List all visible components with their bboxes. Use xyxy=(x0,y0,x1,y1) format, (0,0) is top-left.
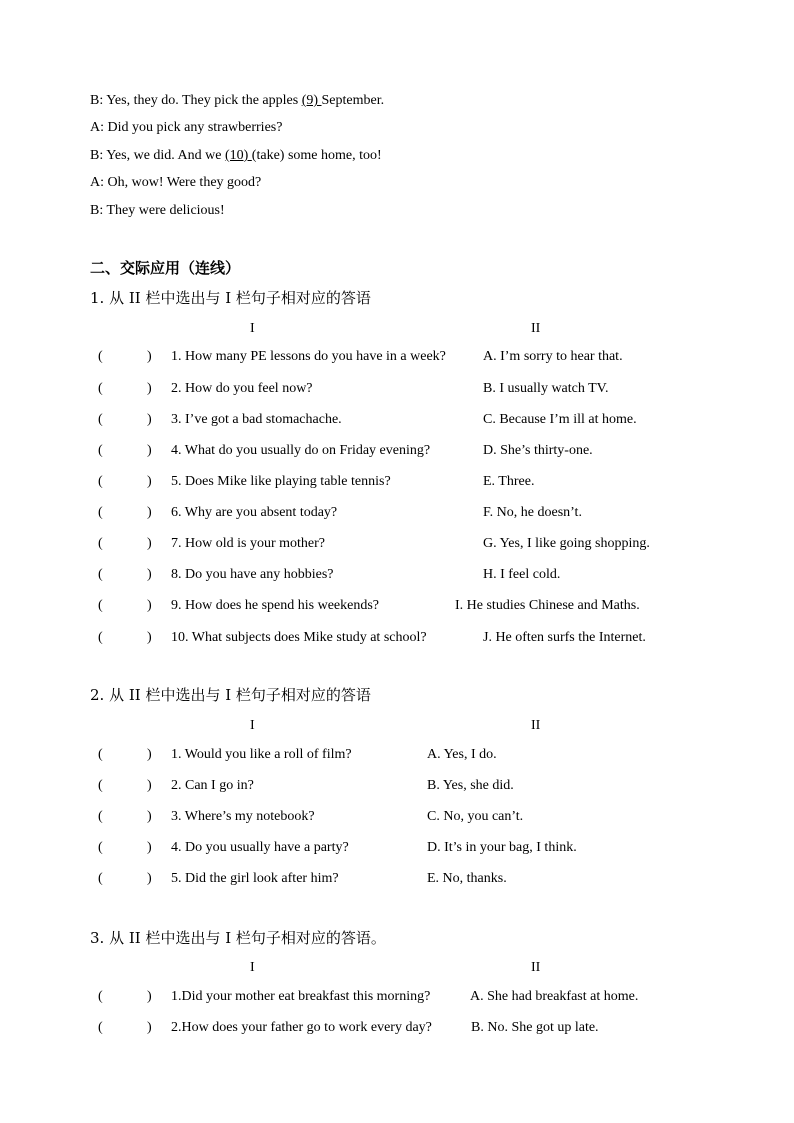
dialogue-text: September. xyxy=(321,93,385,108)
question: 1. How many PE lessons do you have in a week? xyxy=(171,349,446,364)
answer-option: E. No, thanks. xyxy=(427,871,507,886)
question: 3. Where’s my notebook? xyxy=(171,809,315,824)
answer-bracket-close: ) xyxy=(147,536,152,551)
speaker: B: xyxy=(90,93,104,108)
answer-bracket-open: ( xyxy=(98,809,103,824)
column-header-i: I xyxy=(250,321,255,336)
question: 10. What subjects does Mike study at school? xyxy=(171,630,427,645)
answer-bracket-close: ) xyxy=(147,443,152,458)
part-title: 2. 从 II 栏中选出与 I 栏句子相对应的答语 xyxy=(90,686,371,704)
match-row xyxy=(0,808,794,828)
answer-option: A. I’m sorry to hear that. xyxy=(483,349,623,364)
column-header-i: I xyxy=(250,718,255,733)
dialogue-text: Yes, we did. And we xyxy=(106,148,225,163)
answer-option: F. No, he doesn’t. xyxy=(483,505,582,520)
answer-bracket-open: ( xyxy=(98,778,103,793)
answer-bracket-close: ) xyxy=(147,778,152,793)
answer-bracket-close: ) xyxy=(147,630,152,645)
question: 7. How old is your mother? xyxy=(171,536,325,551)
column-header-i: I xyxy=(250,960,255,975)
question: 2.How does your father go to work every day? xyxy=(171,1020,432,1035)
match-row xyxy=(0,411,794,431)
dialogue-text: Did you pick any strawberries? xyxy=(107,120,283,135)
match-row xyxy=(0,473,794,493)
answer-bracket-open: ( xyxy=(98,598,103,613)
question: 5. Did the girl look after him? xyxy=(171,871,339,886)
section-title: 二、交际应用（连线） xyxy=(90,259,241,277)
dialogue-text: Yes, they do. They pick the apples xyxy=(106,93,302,108)
answer-bracket-close: ) xyxy=(147,989,152,1004)
match-row xyxy=(0,348,794,368)
match-row xyxy=(0,777,794,797)
answer-bracket-open: ( xyxy=(98,989,103,1004)
match-row xyxy=(0,566,794,586)
part-title: 3. 从 II 栏中选出与 I 栏句子相对应的答语。 xyxy=(90,929,386,947)
question: 8. Do you have any hobbies? xyxy=(171,567,334,582)
match-row xyxy=(0,839,794,859)
answer-option: B. No. She got up late. xyxy=(471,1020,599,1035)
column-header-ii: II xyxy=(531,718,541,733)
answer-bracket-close: ) xyxy=(147,809,152,824)
part-title: 1. 从 II 栏中选出与 I 栏句子相对应的答语 xyxy=(90,289,371,307)
answer-option: B. Yes, she did. xyxy=(427,778,514,793)
answer-bracket-open: ( xyxy=(98,381,103,396)
answer-option: J. He often surfs the Internet. xyxy=(483,630,646,645)
speaker: A: xyxy=(90,120,104,135)
answer-bracket-close: ) xyxy=(147,567,152,582)
answer-option: C. No, you can’t. xyxy=(427,809,524,824)
answer-bracket-open: ( xyxy=(98,747,103,762)
dialogue-line xyxy=(90,92,384,110)
speaker: B: xyxy=(90,148,104,163)
column-header-ii: II xyxy=(531,960,541,975)
question: 4. What do you usually do on Friday evening? xyxy=(171,443,431,458)
answer-bracket-open: ( xyxy=(98,567,103,582)
answer-bracket-open: ( xyxy=(98,505,103,520)
answer-bracket-open: ( xyxy=(98,443,103,458)
question: 6. Why are you absent today? xyxy=(171,505,338,520)
answer-bracket-close: ) xyxy=(147,412,152,427)
answer-bracket-close: ) xyxy=(147,349,152,364)
question: 2. Can I go in? xyxy=(171,778,254,793)
question: 1. Would you like a roll of film? xyxy=(171,747,352,762)
speaker: A: xyxy=(90,175,104,190)
answer-option: I. He studies Chinese and Maths. xyxy=(455,598,640,613)
dialogue-text: They were delicious! xyxy=(106,203,225,218)
answer-bracket-close: ) xyxy=(147,840,152,855)
answer-option: A. She had breakfast at home. xyxy=(470,989,639,1004)
blank-10: (10) xyxy=(224,148,252,163)
answer-bracket-close: ) xyxy=(147,474,152,489)
question: 2. How do you feel now? xyxy=(171,381,313,396)
question: 5. Does Mike like playing table tennis? xyxy=(171,474,391,489)
speaker: B: xyxy=(90,203,104,218)
match-row xyxy=(0,629,794,649)
answer-bracket-close: ) xyxy=(147,381,152,396)
answer-option: H. I feel cold. xyxy=(483,567,561,582)
dialogue-line xyxy=(90,174,261,192)
answer-option: D. She’s thirty-one. xyxy=(483,443,593,458)
match-row xyxy=(0,535,794,555)
match-row xyxy=(0,380,794,400)
answer-option: A. Yes, I do. xyxy=(427,747,497,762)
answer-bracket-open: ( xyxy=(98,412,103,427)
answer-bracket-open: ( xyxy=(98,1020,103,1035)
answer-bracket-close: ) xyxy=(147,747,152,762)
answer-bracket-close: ) xyxy=(147,1020,152,1035)
answer-bracket-open: ( xyxy=(98,871,103,886)
match-row xyxy=(0,746,794,766)
question: 4. Do you usually have a party? xyxy=(171,840,349,855)
match-row xyxy=(0,442,794,462)
answer-bracket-open: ( xyxy=(98,630,103,645)
blank-9: (9) xyxy=(301,93,322,108)
dialogue-text: (take) some home, too! xyxy=(251,148,382,163)
answer-bracket-close: ) xyxy=(147,871,152,886)
match-row xyxy=(0,597,794,617)
answer-bracket-open: ( xyxy=(98,474,103,489)
match-row xyxy=(0,988,794,1008)
answer-bracket-open: ( xyxy=(98,349,103,364)
match-row xyxy=(0,870,794,890)
answer-option: D. It’s in your bag, I think. xyxy=(427,840,577,855)
question: 9. How does he spend his weekends? xyxy=(171,598,380,613)
answer-option: E. Three. xyxy=(483,474,535,489)
dialogue-line xyxy=(90,202,225,220)
answer-bracket-open: ( xyxy=(98,536,103,551)
dialogue-line xyxy=(90,147,382,165)
answer-option: B. I usually watch TV. xyxy=(483,381,609,396)
dialogue-line xyxy=(90,119,282,137)
dialogue-text: Oh, wow! Were they good? xyxy=(107,175,262,190)
answer-bracket-open: ( xyxy=(98,840,103,855)
question: 1.Did your mother eat breakfast this morning? xyxy=(171,989,431,1004)
column-header-ii: II xyxy=(531,321,541,336)
answer-bracket-close: ) xyxy=(147,505,152,520)
match-row xyxy=(0,1019,794,1039)
answer-option: G. Yes, I like going shopping. xyxy=(483,536,650,551)
match-row xyxy=(0,504,794,524)
answer-option: C. Because I’m ill at home. xyxy=(483,412,637,427)
answer-bracket-close: ) xyxy=(147,598,152,613)
question: 3. I’ve got a bad stomachache. xyxy=(171,412,342,427)
